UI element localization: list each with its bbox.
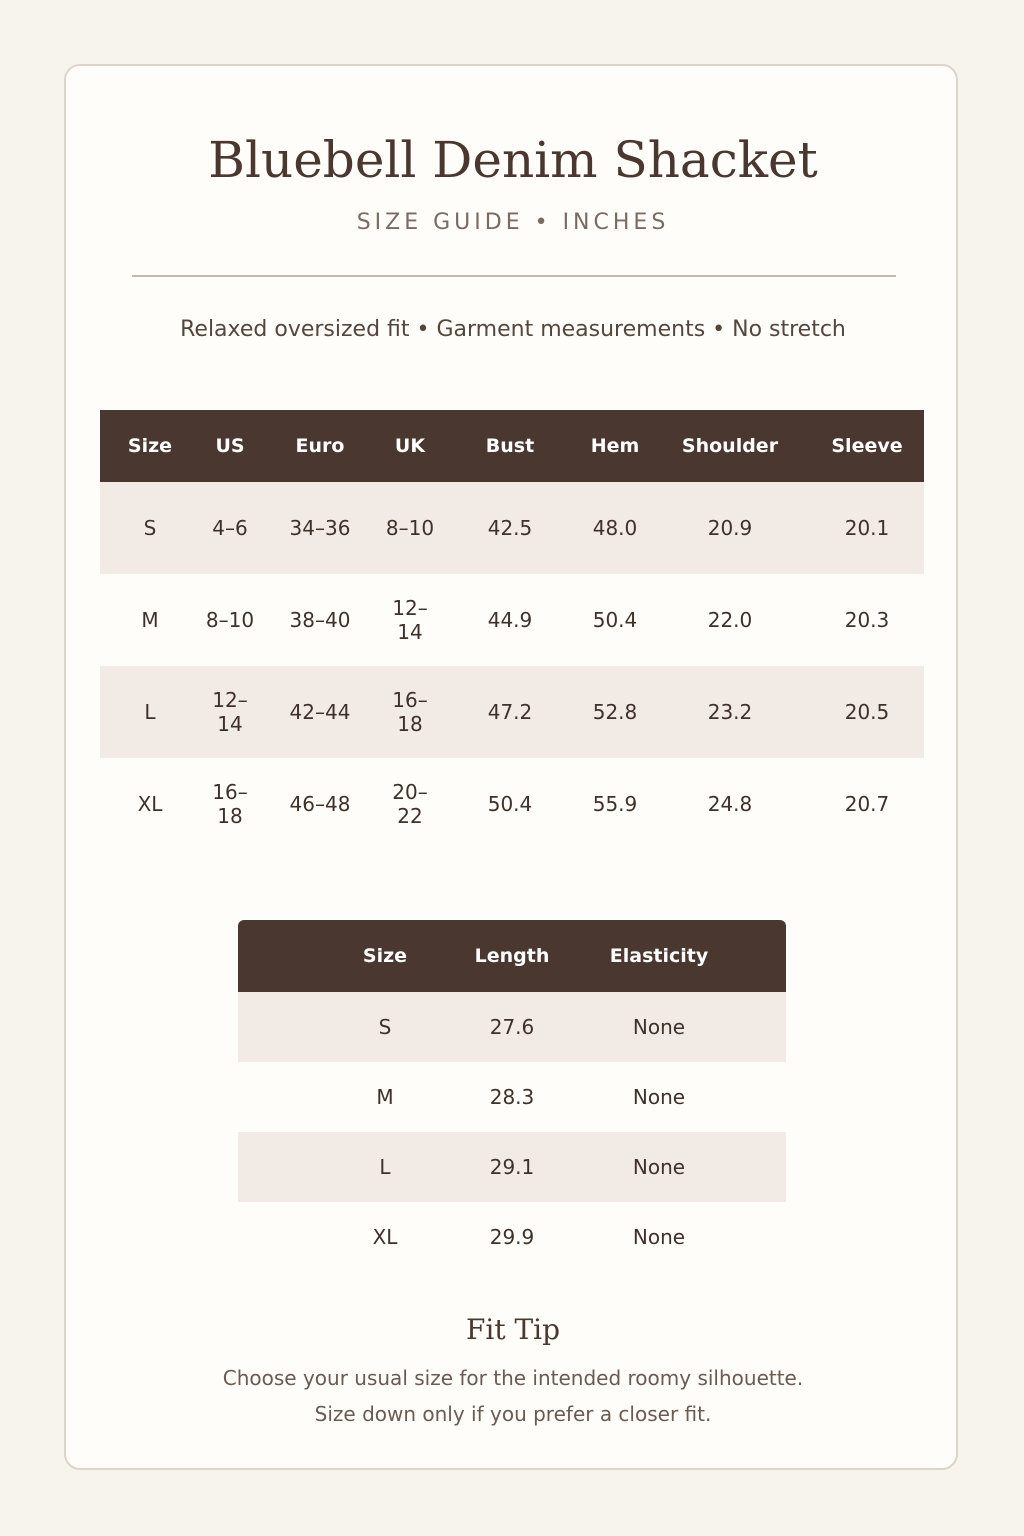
size-guide-card: [64, 64, 958, 1470]
header-sleeve: Sleeve: [831, 435, 903, 457]
header-size: Size: [362, 945, 408, 967]
fit-note: Relaxed oversized fit • Garment measurements • No stretch: [180, 317, 846, 342]
table-cell: None: [632, 1015, 686, 1039]
table-cell: None: [632, 1085, 686, 1109]
table-cell: 27.6: [489, 1015, 535, 1039]
table-cell: 42–44: [289, 700, 351, 724]
table-cell: 23.2: [707, 700, 753, 724]
title-divider: [132, 275, 896, 277]
table-cell: 34–36: [289, 516, 351, 540]
table-cell: 16–18: [392, 688, 428, 736]
page-subtitle: SIZE GUIDE • INCHES: [356, 210, 670, 235]
header-uk: UK: [394, 435, 426, 457]
table-cell: 38–40: [289, 608, 351, 632]
table-cell: XL: [372, 1225, 398, 1249]
table-cell: 24.8: [707, 792, 753, 816]
table-cell: 20.3: [844, 608, 890, 632]
size-measurement-table: [100, 410, 924, 850]
header-us: US: [215, 435, 245, 457]
table-cell: 8–10: [385, 516, 435, 540]
table-row: [238, 992, 786, 1062]
table-row: [100, 666, 924, 758]
header-length: Length: [474, 945, 550, 967]
table-cell: 12–14: [212, 688, 248, 736]
header-euro: Euro: [295, 435, 345, 457]
table-cell: None: [632, 1225, 686, 1249]
table-cell: 29.1: [489, 1155, 535, 1179]
table-cell: M: [376, 1085, 394, 1109]
table-row: [100, 758, 924, 850]
table-cell: XL: [137, 792, 163, 816]
table-row: [100, 574, 924, 666]
table-header-row: [238, 920, 786, 992]
table-cell: L: [144, 700, 156, 724]
fit-tip-title: Fit Tip: [465, 1313, 561, 1346]
table-cell: None: [632, 1155, 686, 1179]
table-cell: 42.5: [487, 516, 533, 540]
table-cell: 48.0: [592, 516, 638, 540]
table-cell: 20–22: [392, 780, 428, 828]
header-size: Size: [127, 435, 173, 457]
table-cell: M: [141, 608, 159, 632]
table-cell: 29.9: [489, 1225, 535, 1249]
header-shoulder: Shoulder: [681, 435, 779, 457]
table-cell: S: [143, 516, 157, 540]
table-cell: 20.5: [844, 700, 890, 724]
table-cell: S: [378, 1015, 392, 1039]
page-title: Bluebell Denim Shacket: [208, 131, 818, 189]
table-cell: 52.8: [592, 700, 638, 724]
header-elasticity: Elasticity: [609, 945, 709, 967]
table-cell: 28.3: [489, 1085, 535, 1109]
table-row: [238, 1202, 786, 1272]
table-cell: 8–10: [205, 608, 255, 632]
table-cell: 20.1: [844, 516, 890, 540]
table-cell: 4–6: [212, 516, 248, 540]
table-cell: 20.9: [707, 516, 753, 540]
table-cell: 22.0: [707, 608, 753, 632]
table-cell: 16–18: [212, 780, 248, 828]
table-row: [100, 482, 924, 574]
length-elasticity-table: [238, 920, 786, 1272]
table-cell: 44.9: [487, 608, 533, 632]
table-cell: L: [379, 1155, 391, 1179]
fit-tip-line: Size down only if you prefer a closer fit.: [314, 1402, 712, 1426]
table-cell: 12–14: [392, 596, 428, 644]
fit-tip-line: Choose your usual size for the intended roomy silhouette.: [222, 1366, 804, 1390]
table-cell: 55.9: [592, 792, 638, 816]
table-cell: 50.4: [592, 608, 638, 632]
table-row: [238, 1062, 786, 1132]
table-cell: 47.2: [487, 700, 533, 724]
table-cell: 46–48: [289, 792, 351, 816]
table-cell: 20.7: [844, 792, 890, 816]
header-bust: Bust: [485, 435, 535, 457]
table-row: [238, 1132, 786, 1202]
table-cell: 50.4: [487, 792, 533, 816]
table-header-row: [100, 410, 924, 482]
header-hem: Hem: [590, 435, 640, 457]
